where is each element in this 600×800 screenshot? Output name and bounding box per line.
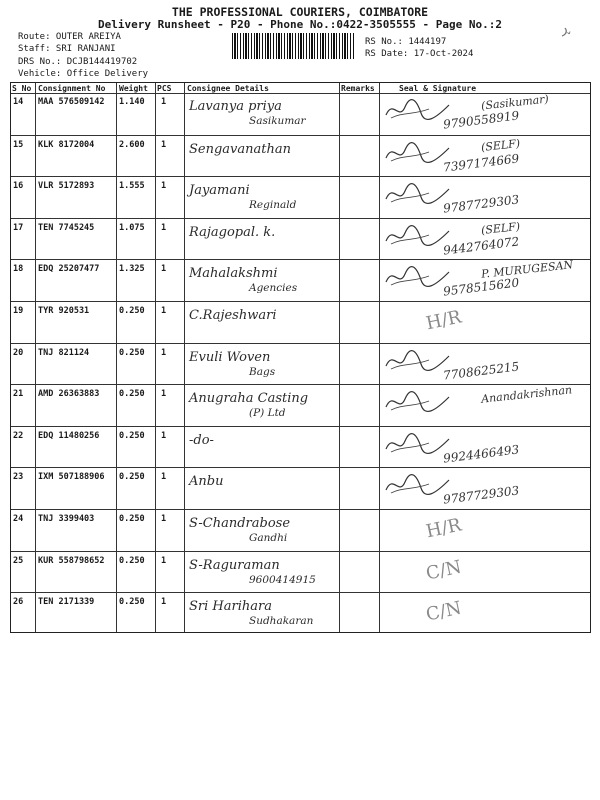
sno-cell: 26	[13, 597, 24, 608]
consignment-cell: KUR 558798652	[38, 555, 105, 566]
weight-cell: 0.250	[119, 306, 145, 316]
sno-cell: 19	[13, 306, 24, 316]
signature-scribble	[383, 140, 453, 170]
consignee-name: Anugraha Casting	[189, 391, 309, 407]
table-row	[11, 426, 590, 469]
pcs-cell: 1	[161, 222, 167, 233]
consignment-cell: IXM 507188906	[38, 472, 105, 483]
header-consignment: Consignment No	[38, 84, 106, 93]
delivery-status: H/R	[424, 514, 464, 543]
consignee-name: S-Raguraman	[189, 557, 280, 573]
delivery-status: C/N	[424, 597, 464, 626]
weight-cell: 2.600	[119, 139, 145, 150]
weight-cell: 0.250	[119, 555, 145, 566]
weight-cell: 1.140	[119, 97, 145, 107]
table-row	[11, 301, 590, 344]
signature-scribble	[383, 431, 453, 461]
weight-cell: 0.250	[119, 389, 145, 400]
signature-scribble	[383, 264, 453, 294]
receiver-phone: 9924466493	[442, 442, 520, 466]
table-row	[11, 343, 590, 386]
consignee-name: Mahalakshmi	[189, 266, 278, 282]
consignment-cell: VLR 5172893	[38, 181, 95, 192]
seal-note: (Sasikumar)	[480, 92, 550, 113]
sno-cell: 14	[13, 97, 24, 107]
sno-cell: 23	[13, 472, 24, 483]
consignee-name: Anbu	[189, 474, 224, 490]
consignment-cell: MAA 576509142	[38, 97, 105, 107]
pcs-cell: 1	[161, 472, 167, 483]
consignment-cell: TNJ 821124	[38, 347, 90, 358]
consignee-line2: (P) Ltd	[249, 407, 286, 420]
table-row	[11, 176, 590, 219]
consignee-line2: Agencies	[249, 282, 298, 295]
pen-mark: ڕ	[557, 19, 572, 37]
header-seal: Seal & Signature	[399, 84, 477, 93]
consignee-name: Jayamani	[189, 183, 250, 199]
consignee-name: Sri Harihara	[189, 599, 272, 615]
weight-cell: 0.250	[119, 514, 145, 524]
pcs-cell: 1	[161, 514, 167, 524]
sno-cell: 16	[13, 181, 24, 192]
sno-cell: 17	[13, 222, 24, 233]
delivery-status: H/R	[424, 306, 464, 335]
seal-note: (SELF)	[480, 219, 521, 237]
sno-cell: 24	[13, 514, 24, 524]
table-row	[11, 135, 590, 178]
runsheet-title: Delivery Runsheet - P20 - Phone No.:0422-3505555 - Page No.:2	[98, 18, 502, 31]
consignee-line2: 9600414915	[249, 573, 316, 586]
sno-cell: 18	[13, 264, 24, 275]
receiver-phone: 7708625215	[442, 358, 520, 383]
consignment-cell: TEN 7745245	[38, 222, 95, 233]
table-row	[11, 592, 590, 635]
drs-label: DRS No.: DCJB144419702	[18, 57, 138, 67]
weight-cell: 1.075	[119, 222, 145, 233]
table-row	[11, 93, 590, 135]
header-weight: Weight	[119, 84, 148, 93]
signature-scribble	[383, 472, 453, 502]
receiver-phone: 7397174669	[442, 150, 520, 175]
receiver-phone: 9578515620	[442, 275, 520, 299]
pcs-cell: 1	[161, 181, 167, 192]
consignee-name: Evuli Woven	[189, 349, 271, 365]
receiver-phone: 9787729303	[442, 483, 520, 507]
signature-scribble	[383, 348, 453, 378]
weight-cell: 0.250	[119, 430, 145, 441]
consignee-line2: Reginald	[249, 199, 297, 212]
header-sno: S No	[12, 84, 32, 93]
consignment-cell: TEN 2171339	[38, 597, 95, 608]
pcs-cell: 1	[161, 389, 167, 400]
table-row	[11, 259, 590, 302]
header-remarks: Remarks	[341, 84, 375, 93]
seal-note: (SELF)	[480, 136, 521, 154]
consignment-cell: TYR 920531	[38, 306, 90, 316]
sno-cell: 21	[13, 389, 24, 400]
receiver-phone: 9787729303	[442, 192, 520, 216]
company-title: THE PROFESSIONAL COURIERS, COIMBATORE	[171, 5, 429, 19]
consignment-cell: EDQ 11480256	[38, 430, 100, 441]
table-row	[11, 218, 590, 261]
consignee-name: -do-	[189, 432, 214, 448]
pcs-cell: 1	[161, 139, 167, 150]
weight-cell: 0.250	[119, 347, 145, 358]
seal-note: P. MURUGESAN	[480, 258, 574, 282]
consignee-line2: Sudhakaran	[249, 615, 314, 628]
header-pcs: PCS	[157, 84, 172, 93]
table-row	[11, 551, 590, 594]
consignment-cell: KLK 8172004	[38, 139, 95, 150]
signature-scribble	[383, 389, 453, 419]
consignee-name: C.Rajeshwari	[189, 308, 277, 323]
rs-date: RS Date: 17-Oct-2024	[365, 49, 474, 59]
pcs-cell: 1	[161, 597, 167, 608]
consignee-name: Sengavanathan	[189, 141, 291, 157]
table-row	[11, 384, 590, 427]
consignment-cell: TNJ 3399403	[38, 514, 95, 524]
route-label: Route: OUTER AREIYA	[18, 32, 121, 42]
pcs-cell: 1	[161, 430, 167, 441]
consignment-cell: EDQ 25207477	[38, 264, 100, 275]
weight-cell: 1.325	[119, 264, 145, 275]
weight-cell: 1.555	[119, 181, 145, 192]
signature-scribble	[383, 181, 453, 211]
weight-cell: 0.250	[119, 472, 145, 483]
header-consignee: Consignee Details	[187, 84, 269, 93]
consignee-name: S-Chandrabose	[189, 516, 291, 531]
pcs-cell: 1	[161, 264, 167, 275]
sno-cell: 20	[13, 347, 24, 358]
sno-cell: 25	[13, 555, 24, 566]
signature-scribble	[383, 97, 453, 127]
staff-label: Staff: SRI RANJANI	[18, 44, 116, 54]
pcs-cell: 1	[161, 306, 167, 316]
consignee-name: Rajagopal. k.	[189, 224, 276, 240]
pcs-cell: 1	[161, 555, 167, 566]
runsheet-table	[10, 82, 591, 633]
receiver-phone: 9790558919	[442, 108, 520, 132]
table-row	[11, 467, 590, 510]
pcs-cell: 1	[161, 97, 167, 107]
consignee-line2: Bags	[249, 365, 276, 378]
vehicle-label: Vehicle: Office Delivery	[18, 69, 149, 79]
consignment-cell: AMD 26363883	[38, 389, 100, 400]
consignee-line2: Gandhi	[249, 532, 288, 544]
receiver-phone: 9442764072	[442, 234, 520, 258]
rs-number: RS No.: 1444197	[365, 37, 447, 47]
delivery-status: C/N	[424, 556, 464, 585]
signature-scribble	[383, 223, 453, 253]
table-row	[11, 509, 590, 552]
consignee-name: Lavanya priya	[189, 99, 282, 114]
weight-cell: 0.250	[119, 597, 145, 608]
consignee-line2: Sasikumar	[249, 115, 306, 127]
barcode	[232, 33, 354, 59]
sno-cell: 15	[13, 139, 24, 150]
seal-note: Anandakrishnan	[480, 383, 573, 406]
pcs-cell: 1	[161, 347, 167, 358]
sno-cell: 22	[13, 430, 24, 441]
